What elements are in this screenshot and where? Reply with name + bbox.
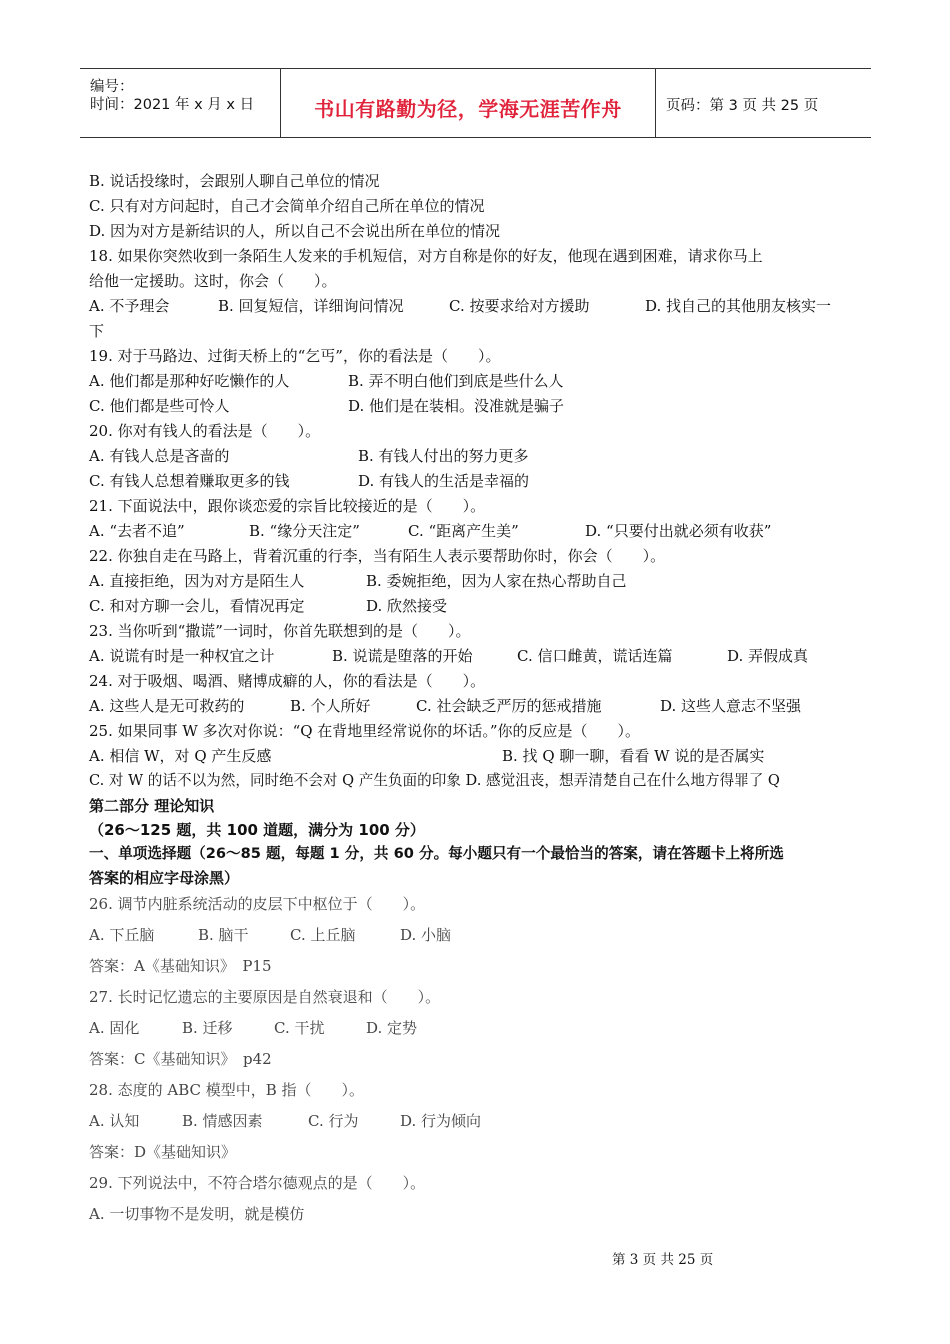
option: D. 这些人意志不坚强 xyxy=(660,697,802,715)
section-subtitle: （26～125 题，共 100 道题，满分为 100 分） xyxy=(89,821,425,839)
option: D. 他们是在装相。没准就是骗子 xyxy=(348,397,565,415)
question-18-cont: 给他一定援助。这时，你会（ ）。 xyxy=(89,272,337,290)
option: D. 有钱人的生活是幸福的 xyxy=(358,472,530,490)
question-26: 26. 调节内脏系统活动的皮层下中枢位于（ ）。 xyxy=(89,895,426,913)
header-page-info: 页码：第 3 页 共 25 页 xyxy=(666,98,819,114)
question-24: 24. 对于吸烟、喝酒、赌博成癖的人，你的看法是（ ）。 xyxy=(89,672,486,690)
option: C. “距离产生美” xyxy=(408,522,519,540)
option: D. 定势 xyxy=(366,1019,418,1037)
option: B. 回复短信，详细询问情况 xyxy=(218,297,404,315)
option: C. 有钱人总想着赚取更多的钱 xyxy=(89,472,290,490)
option: A. 有钱人总是吝啬的 xyxy=(89,447,230,465)
question-20: 20. 你对有钱人的看法是（ ）。 xyxy=(89,422,321,440)
option: A. 他们都是那种好吃懒作的人 xyxy=(89,372,290,390)
question-29: 29. 下列说法中，不符合塔尔德观点的是（ ）。 xyxy=(89,1174,426,1192)
option: C. 按要求给对方援助 xyxy=(449,297,590,315)
document-number-label: 编号： xyxy=(90,79,134,95)
option: B. 找 Q 聊一聊，看看 W 说的是否属实 xyxy=(502,747,765,765)
option: A. 说谎有时是一种权宜之计 xyxy=(89,647,275,665)
section-title: 第二部分 理论知识 xyxy=(89,797,215,815)
option: C. 他们都是些可怜人 xyxy=(89,397,230,415)
option: B. 个人所好 xyxy=(290,697,371,715)
question-23: 23. 当你听到“撒谎”一词时，你首先联想到的是（ ）。 xyxy=(89,622,471,640)
option: A. 认知 xyxy=(89,1112,140,1130)
option: A. 下丘脑 xyxy=(89,926,155,944)
section-instructions: 一、单项选择题（26～85 题，每题 1 分，共 60 分。每小题只有一个最恰当的答案，请在答题卡上将所选 xyxy=(89,845,784,862)
answer: 答案：D《基础知识》 xyxy=(89,1143,237,1161)
option: C. 信口雌黄，谎话连篇 xyxy=(517,647,673,665)
question-27: 27. 长时记忆遗忘的主要原因是自然衰退和（ ）。 xyxy=(89,988,441,1006)
option: A. “去者不追” xyxy=(89,522,185,540)
option: B. “缘分天注定” xyxy=(249,522,360,540)
question-18: 18. 如果你突然收到一条陌生人发来的手机短信，对方自称是你的好友，他现在遇到困难，请求你马上 xyxy=(89,247,763,265)
question-19: 19. 对于马路边、过街天桥上的“乞丐”，你的看法是（ ）。 xyxy=(89,347,501,365)
option: D. “只要付出就必须有收获” xyxy=(585,522,772,540)
option: C. 干扰 xyxy=(274,1019,325,1037)
question-22: 22. 你独自走在马路上，背着沉重的行李，当有陌生人表示要帮助你时，你会（ ）。 xyxy=(89,547,666,565)
option: C. 行为 xyxy=(308,1112,359,1130)
document-date: 时间：2021 年 x 月 x 日 xyxy=(90,97,255,113)
option: D. 欣然接受 xyxy=(366,597,448,615)
option: C. 社会缺乏严厉的惩戒措施 xyxy=(416,697,602,715)
option: D. 小脑 xyxy=(400,926,452,944)
option: D. 找自己的其他朋友核实一 xyxy=(645,297,832,315)
option-line: A. 一切事物不是发明，就是模仿 xyxy=(89,1205,305,1223)
option: B. 脑干 xyxy=(198,926,249,944)
option: C. 上丘脑 xyxy=(290,926,356,944)
option: B. 委婉拒绝，因为人家在热心帮助自己 xyxy=(366,572,627,590)
option-line: C. 对 W 的话不以为然，同时绝不会对 Q 产生负面的印象 D. 感觉沮丧，想弄清楚自己在什么地方得罪了 Q xyxy=(89,772,780,789)
option: A. 直接拒绝，因为对方是陌生人 xyxy=(89,572,305,590)
option: D. 弄假成真 xyxy=(727,647,809,665)
answer: 答案：A《基础知识》 P15 xyxy=(89,957,272,975)
option-line: C. 只有对方问起时，自己才会简单介绍自己所在单位的情况 xyxy=(89,197,485,215)
header-motto: 书山有路勤为径，学海无涯苦作舟 xyxy=(314,97,622,121)
page-header xyxy=(80,68,871,138)
option-line: B. 说话投缘时，会跟别人聊自己单位的情况 xyxy=(89,172,380,190)
option: A. 不予理会 xyxy=(89,297,170,315)
option-cont: 下 xyxy=(89,322,105,340)
page-footer: 第 3 页 共 25 页 xyxy=(612,1252,714,1268)
option: B. 弄不明白他们到底是些什么人 xyxy=(348,372,564,390)
option: B. 迁移 xyxy=(182,1019,233,1037)
option: B. 有钱人付出的努力更多 xyxy=(358,447,529,465)
answer: 答案：C《基础知识》 p42 xyxy=(89,1050,272,1068)
question-25: 25. 如果同事 W 多次对你说：“Q 在背地里经常说你的坏话。”你的反应是（ ）。 xyxy=(89,722,640,740)
option: A. 相信 W，对 Q 产生反感 xyxy=(89,747,272,765)
section-instructions-cont: 答案的相应字母涂黑） xyxy=(89,869,240,887)
option: D. 行为倾向 xyxy=(400,1112,482,1130)
option: B. 说谎是堕落的开始 xyxy=(332,647,473,665)
option: B. 情感因素 xyxy=(182,1112,263,1130)
header-page-cell xyxy=(656,69,871,137)
header-meta-cell xyxy=(80,69,281,137)
option: A. 这些人是无可救药的 xyxy=(89,697,245,715)
question-28: 28. 态度的 ABC 模型中，B 指（ ）。 xyxy=(89,1081,365,1099)
header-motto-cell xyxy=(281,69,656,137)
option: A. 固化 xyxy=(89,1019,140,1037)
option: C. 和对方聊一会儿，看情况再定 xyxy=(89,597,305,615)
option-line: D. 因为对方是新结识的人，所以自己不会说出所在单位的情况 xyxy=(89,222,501,240)
question-21: 21. 下面说法中，跟你谈恋爱的宗旨比较接近的是（ ）。 xyxy=(89,497,486,515)
